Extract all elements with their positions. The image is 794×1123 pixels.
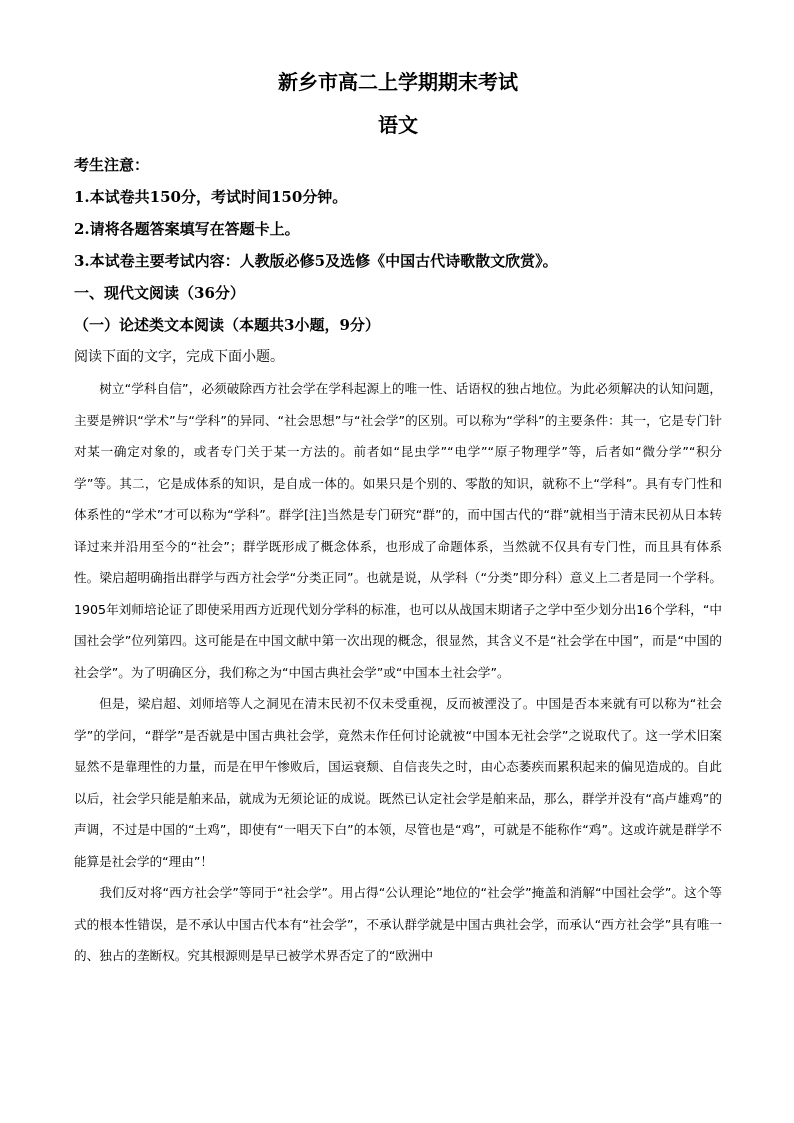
note-item: 1.本试卷共150分，考试时间150分钟。 xyxy=(74,188,348,206)
passage-paragraph: 树立“学科自信”，必须破除西方社会学在学科起源上的唯一性、话语权的独占地位。为此必须解决的认知问题，主要是辨识“学术”与“学科”的异同、“社会思想”与“社会学”的区别。可以称为“学科”的主要条件：其一，它是专门针对某一确定对象的，或者专门关于某一方法的。前者如“昆虫学”“电学”“原子物理学”等，后者如“微分学”“积分学”等。其二，它是成体系的知识，是自成一体的。如果只是个别的、零散的知识，就称不上“学科”。具有专门性和体系性的“学术”才可以称为“学科”。群学[注]当然是专门研究“群”的，而中国古代的“群”就相当于清末民初从日本转译过来并沿用至今的“社会”；群学既形成了概念体系，也形成了命题体系，当然就不仅具有专门性，而且具有体系性。梁启超明确指出群学与西方社会学“分类正同”。也就是说，从学科（“分类”即分科）意义上二者是同一个学科。1905年刘师培论证了即使采用西方近现代划分学科的标准，也可以从战国末期诸子之学中至少划分出16个学科，“中国社会学”位列第四。这可能是在中国文献中第一次出现的概念，很显然，其含义不是“社会学在中国”，而是“中国的社会学”。为了明确区分，我们称之为“中国古典社会学”或“中国本土社会学”。 xyxy=(74,381,722,680)
passage-paragraph: 但是，梁启超、刘师培等人之洞见在清末民初不仅未受重视，反而被湮没了。中国是否本来就有可以称为“社会学”的学问，“群学”是否就是中国古典社会学，竟然未作任何讨论就被“中国本无社会学”之说取代了。这一学术旧案显然不是靠理性的力量，而是在甲午惨败后，国运衰颓、自信丧失之时，由心态萎疾而累积起来的偏见造成的。自此以后，社会学只能是舶来品，就成为无须论证的成说。既然已认定社会学是舶来品，那么，群学并没有“高卢雄鸡”的声调，不过是中国的“土鸡”，即使有“一唱天下白”的本领，尽管也是“鸡”，可就是不能称作“鸡”。这或许就是群学不能算是社会学的“理由”！ xyxy=(74,696,722,869)
subsection-heading: （一）论述类文本阅读（本题共3小题，9分） xyxy=(74,316,380,334)
reading-passage xyxy=(74,373,722,972)
document-page xyxy=(74,66,722,972)
page-title: 新乡市高二上学期期末考试 xyxy=(278,70,518,94)
section-heading: 一、现代文阅读（36分） xyxy=(74,284,245,302)
note-item: 3.本试卷主要考试内容：人教版必修5及选修《中国古代诗歌散文欣赏》。 xyxy=(74,252,558,270)
notes-heading: 考生注意： xyxy=(74,156,150,174)
subject-title: 语文 xyxy=(378,113,418,137)
reading-instruction: 阅读下面的文字，完成下面小题。 xyxy=(74,349,284,365)
exam-notes xyxy=(74,149,722,277)
note-item: 2.请将各题答案填写在答题卡上。 xyxy=(74,220,300,238)
passage-paragraph: 我们反对将“西方社会学”等同于“社会学”。用占得“公认理论”地位的“社会学”掩盖和消解“中国社会学”。这个等式的根本性错误，是不承认中国古代本有“社会学”，不承认群学就是中国古典社会学，而承认“西方社会学”具有唯一的、独占的垄断权。究其根源则是早已被学术界否定了的“欧洲中 xyxy=(74,885,722,963)
